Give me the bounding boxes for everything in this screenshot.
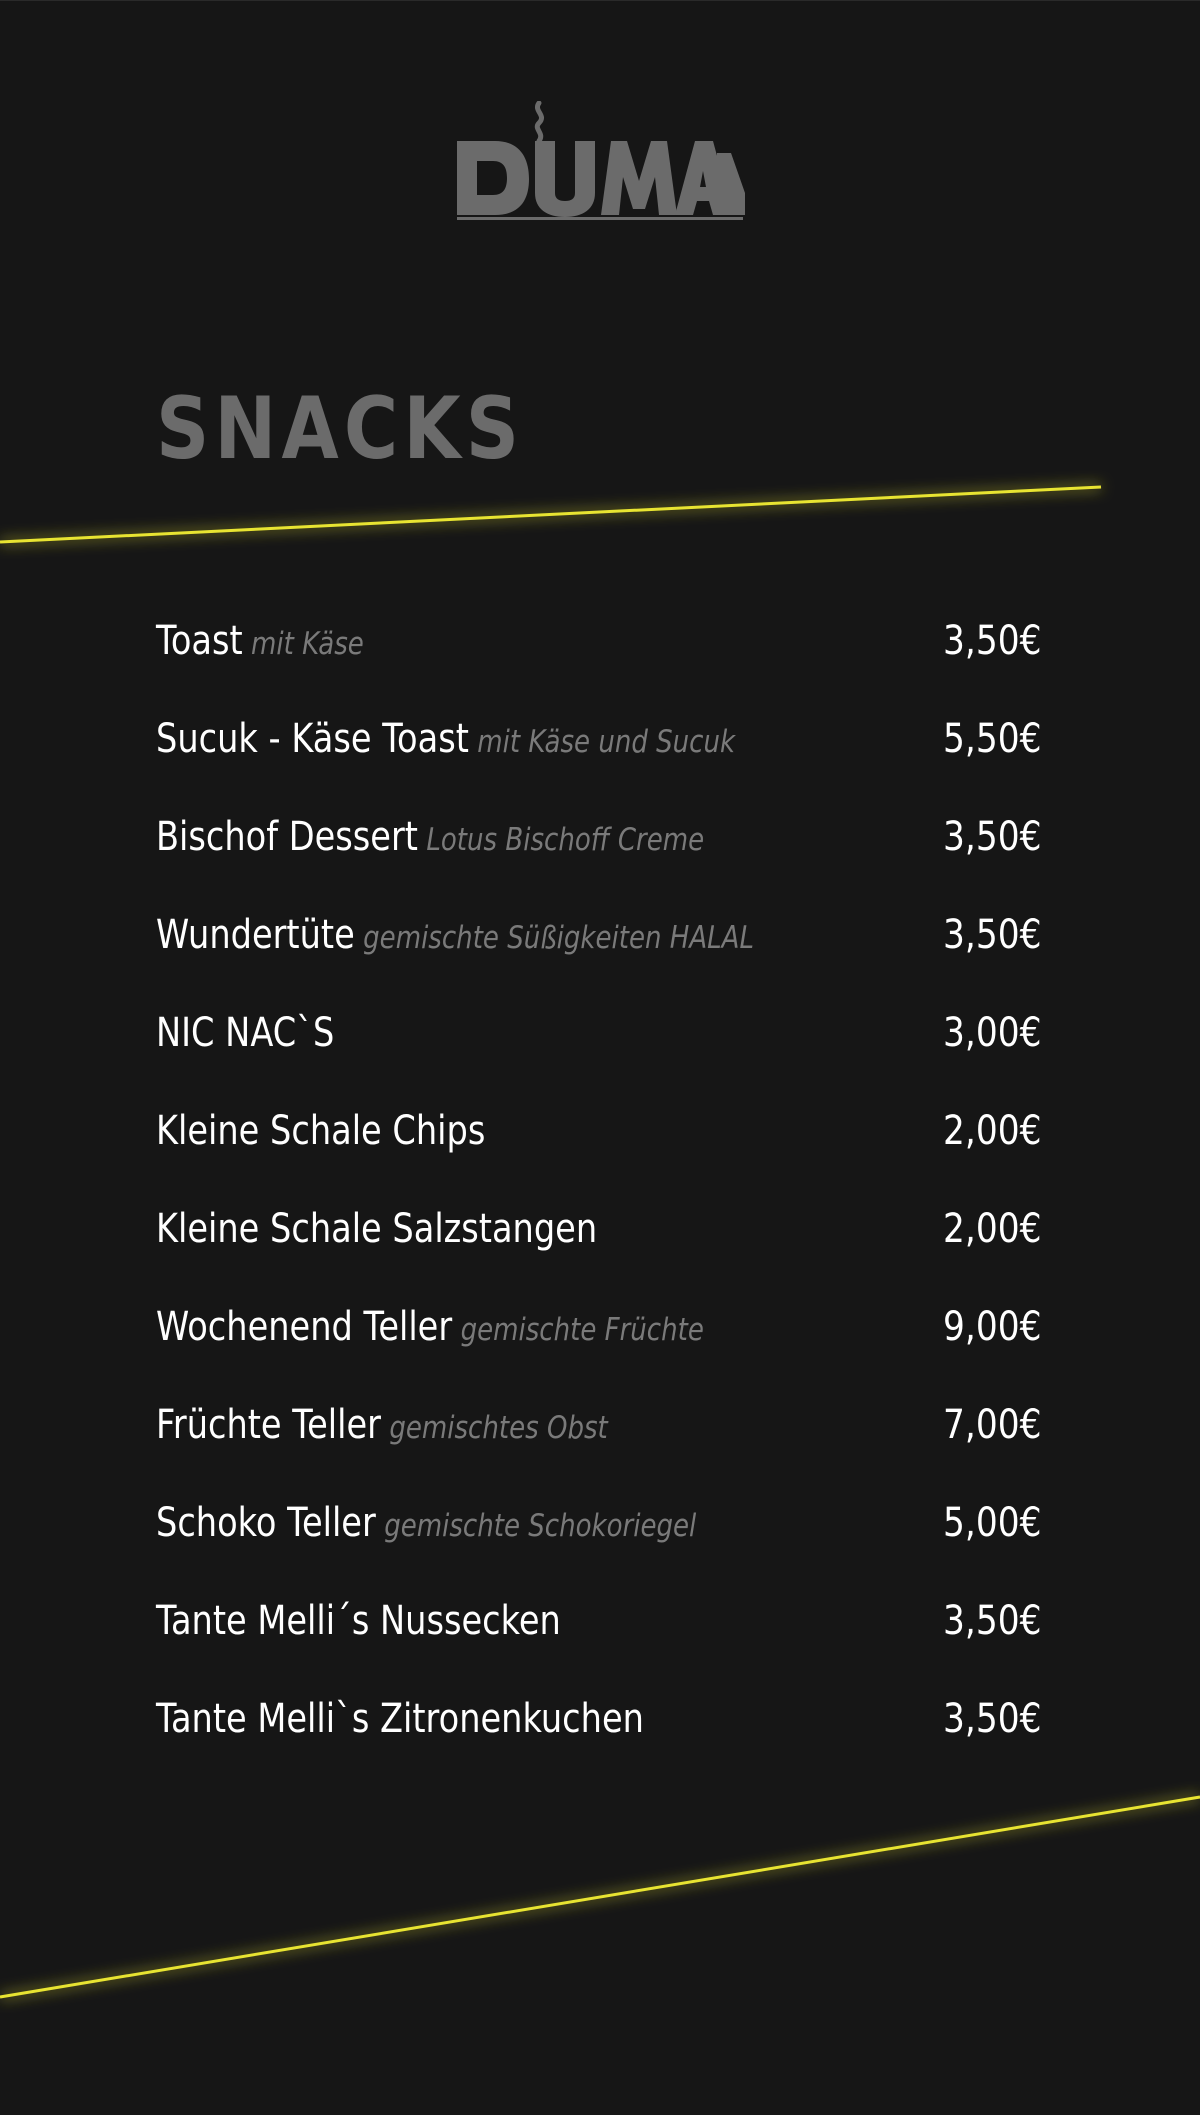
item-name: NIC NAC`S (156, 1010, 335, 1056)
item-name: Sucuk - Käse Toast mit Käse und Sucuk (156, 716, 736, 762)
item-name: Tante Melli´s Nussecken (156, 1598, 561, 1644)
menu-item (156, 1588, 1042, 1686)
menu-item (156, 1196, 1042, 1294)
menu-item (156, 1098, 1042, 1196)
brand-logo (455, 101, 745, 226)
snack-menu-list (156, 608, 1042, 1784)
item-description: mit Käse (251, 626, 364, 662)
menu-item (156, 804, 1042, 902)
item-description: mit Käse und Sucuk (477, 724, 736, 760)
menu-item (156, 1490, 1042, 1588)
menu-item (156, 1294, 1042, 1392)
section-title: SNACKS (156, 379, 525, 479)
item-price: 3,00€ (943, 1010, 1042, 1056)
item-description: gemischte Schokoriegel (384, 1508, 697, 1544)
item-price: 2,00€ (943, 1206, 1042, 1252)
menu-item (156, 1392, 1042, 1490)
item-price: 3,50€ (943, 814, 1042, 860)
item-price: 3,50€ (943, 618, 1042, 664)
item-name: Toast mit Käse (156, 618, 364, 664)
item-price: 7,00€ (943, 1402, 1042, 1448)
item-name: Schoko Teller gemischte Schokoriegel (156, 1500, 697, 1546)
item-name: Früchte Teller gemischtes Obst (156, 1402, 608, 1448)
item-price: 5,50€ (943, 716, 1042, 762)
item-price: 3,50€ (943, 1598, 1042, 1644)
item-description: gemischte Früchte (460, 1312, 704, 1348)
item-price: 5,00€ (943, 1500, 1042, 1546)
item-description: gemischtes Obst (389, 1410, 608, 1446)
menu-item (156, 608, 1042, 706)
menu-item (156, 1000, 1042, 1098)
item-description: Lotus Bischoff Creme (426, 822, 705, 858)
item-description: gemischte Süßigkeiten HALAL (363, 920, 754, 956)
item-name: Kleine Schale Salzstangen (156, 1206, 598, 1252)
item-price: 2,00€ (943, 1108, 1042, 1154)
menu-item (156, 706, 1042, 804)
item-name: Bischof Dessert Lotus Bischoff Creme (156, 814, 705, 860)
item-name: Tante Melli`s Zitronenkuchen (156, 1696, 644, 1742)
menu-item (156, 1686, 1042, 1784)
item-name: Wundertüte gemischte Süßigkeiten HALAL (156, 912, 754, 958)
item-price: 9,00€ (943, 1304, 1042, 1350)
item-name: Wochenend Teller gemischte Früchte (156, 1304, 704, 1350)
accent-line-top (0, 487, 1101, 542)
item-name: Kleine Schale Chips (156, 1108, 486, 1154)
menu-item (156, 902, 1042, 1000)
accent-line-bottom (0, 1797, 1200, 1997)
item-price: 3,50€ (943, 912, 1042, 958)
item-price: 3,50€ (943, 1696, 1042, 1742)
